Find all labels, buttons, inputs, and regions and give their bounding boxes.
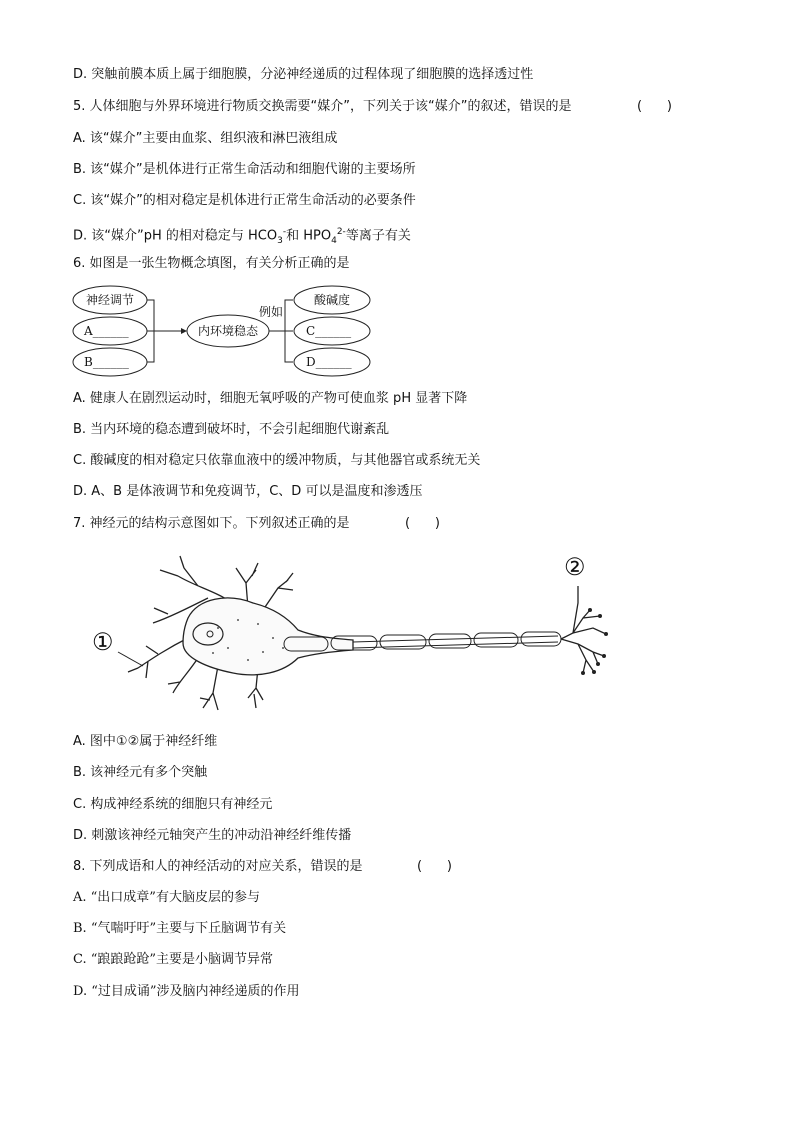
q8-option-d: D. “过目成诵”涉及脑内神经递质的作用 xyxy=(73,984,300,999)
q7-answer-paren: ( ) xyxy=(405,516,440,531)
q5-option-a: A. 该“媒介”主要由血浆、组织液和淋巴液组成 xyxy=(73,131,338,146)
q6-stem: 6. 如图是一张生物概念填图，有关分析正确的是 xyxy=(73,256,350,271)
q6-option-a: A. 健康人在剧烈运动时，细胞无氧呼吸的产物可使血浆 pH 显著下降 xyxy=(73,391,468,406)
q5-option-c: C. 该“媒介”的相对稳定是机体进行正常生命活动的必要条件 xyxy=(73,193,416,208)
label-2: ② xyxy=(564,553,586,581)
node-right-3-label: D______ xyxy=(306,355,352,369)
q5-option-b: B. 该“媒介”是机体进行正常生命活动和细胞代谢的主要场所 xyxy=(73,162,416,177)
label-1-pointer xyxy=(118,652,143,666)
q6-option-d: D. A、B 是体液调节和免疫调节，C、D 可以是温度和渗透压 xyxy=(73,484,423,499)
q5-option-d: D. 该“媒介”pH 的相对稳定与 $HCO_3^-$和 $HPO_4^{2-}$等离子有关 xyxy=(73,227,411,246)
node-right-2-label: C______ xyxy=(306,324,352,338)
q8-stem: 8. 下列成语和人的神经活动的对应关系，错误的是 xyxy=(73,859,363,874)
q8-option-b: B. “气喘吁吁”主要与下丘脑调节有关 xyxy=(73,921,287,936)
concept-map-diagram xyxy=(70,284,380,378)
q7-option-a: A. 图中①②属于神经纤维 xyxy=(73,734,218,749)
q6-option-b: B. 当内环境的稳态遭到破坏时，不会引起细胞代谢紊乱 xyxy=(73,422,390,437)
q4-option-d: D. 突触前膜本质上属于细胞膜，分泌神经递质的过程体现了细胞膜的选择透过性 xyxy=(73,67,534,82)
q8-option-a: A. “出口成章”有大脑皮层的参与 xyxy=(73,890,260,905)
q8-answer-paren: ( ) xyxy=(417,859,452,874)
example-label: 例如 xyxy=(259,305,284,319)
q7-stem: 7. 神经元的结构示意图如下。下列叙述正确的是 xyxy=(73,516,350,531)
q7-option-d: D. 刺激该神经元轴突产生的冲动沿神经纤维传播 xyxy=(73,828,352,843)
q5-stem: 5. 人体细胞与外界环境进行物质交换需要“媒介”，下列关于该“媒介”的叙述，错误的是 xyxy=(73,99,572,114)
q6-option-c: C. 酸碱度的相对稳定只依靠血液中的缓冲物质，与其他器官或系统无关 xyxy=(73,453,481,468)
node-left-1-label: 神经调节 xyxy=(85,293,135,307)
q7-option-b: B. 该神经元有多个突触 xyxy=(73,765,208,780)
q8-option-c: C. “踉踉跄跄”主要是小脑调节异常 xyxy=(73,952,274,967)
bracket-right xyxy=(285,300,293,362)
axon-terminals xyxy=(561,586,606,673)
node-left-2-label: A______ xyxy=(84,324,129,338)
arrowhead xyxy=(181,328,187,334)
q7-option-c: C. 构成神经系统的细胞只有神经元 xyxy=(73,797,273,812)
node-left-3-label: B______ xyxy=(84,355,129,369)
node-right-1-label: 酸碱度 xyxy=(313,293,351,307)
label-1: ① xyxy=(92,628,114,656)
node-center-label: 内环境稳态 xyxy=(197,324,259,338)
bracket-left xyxy=(147,300,154,362)
neuron-diagram xyxy=(88,548,618,718)
q5-answer-paren: ( ) xyxy=(637,99,672,114)
